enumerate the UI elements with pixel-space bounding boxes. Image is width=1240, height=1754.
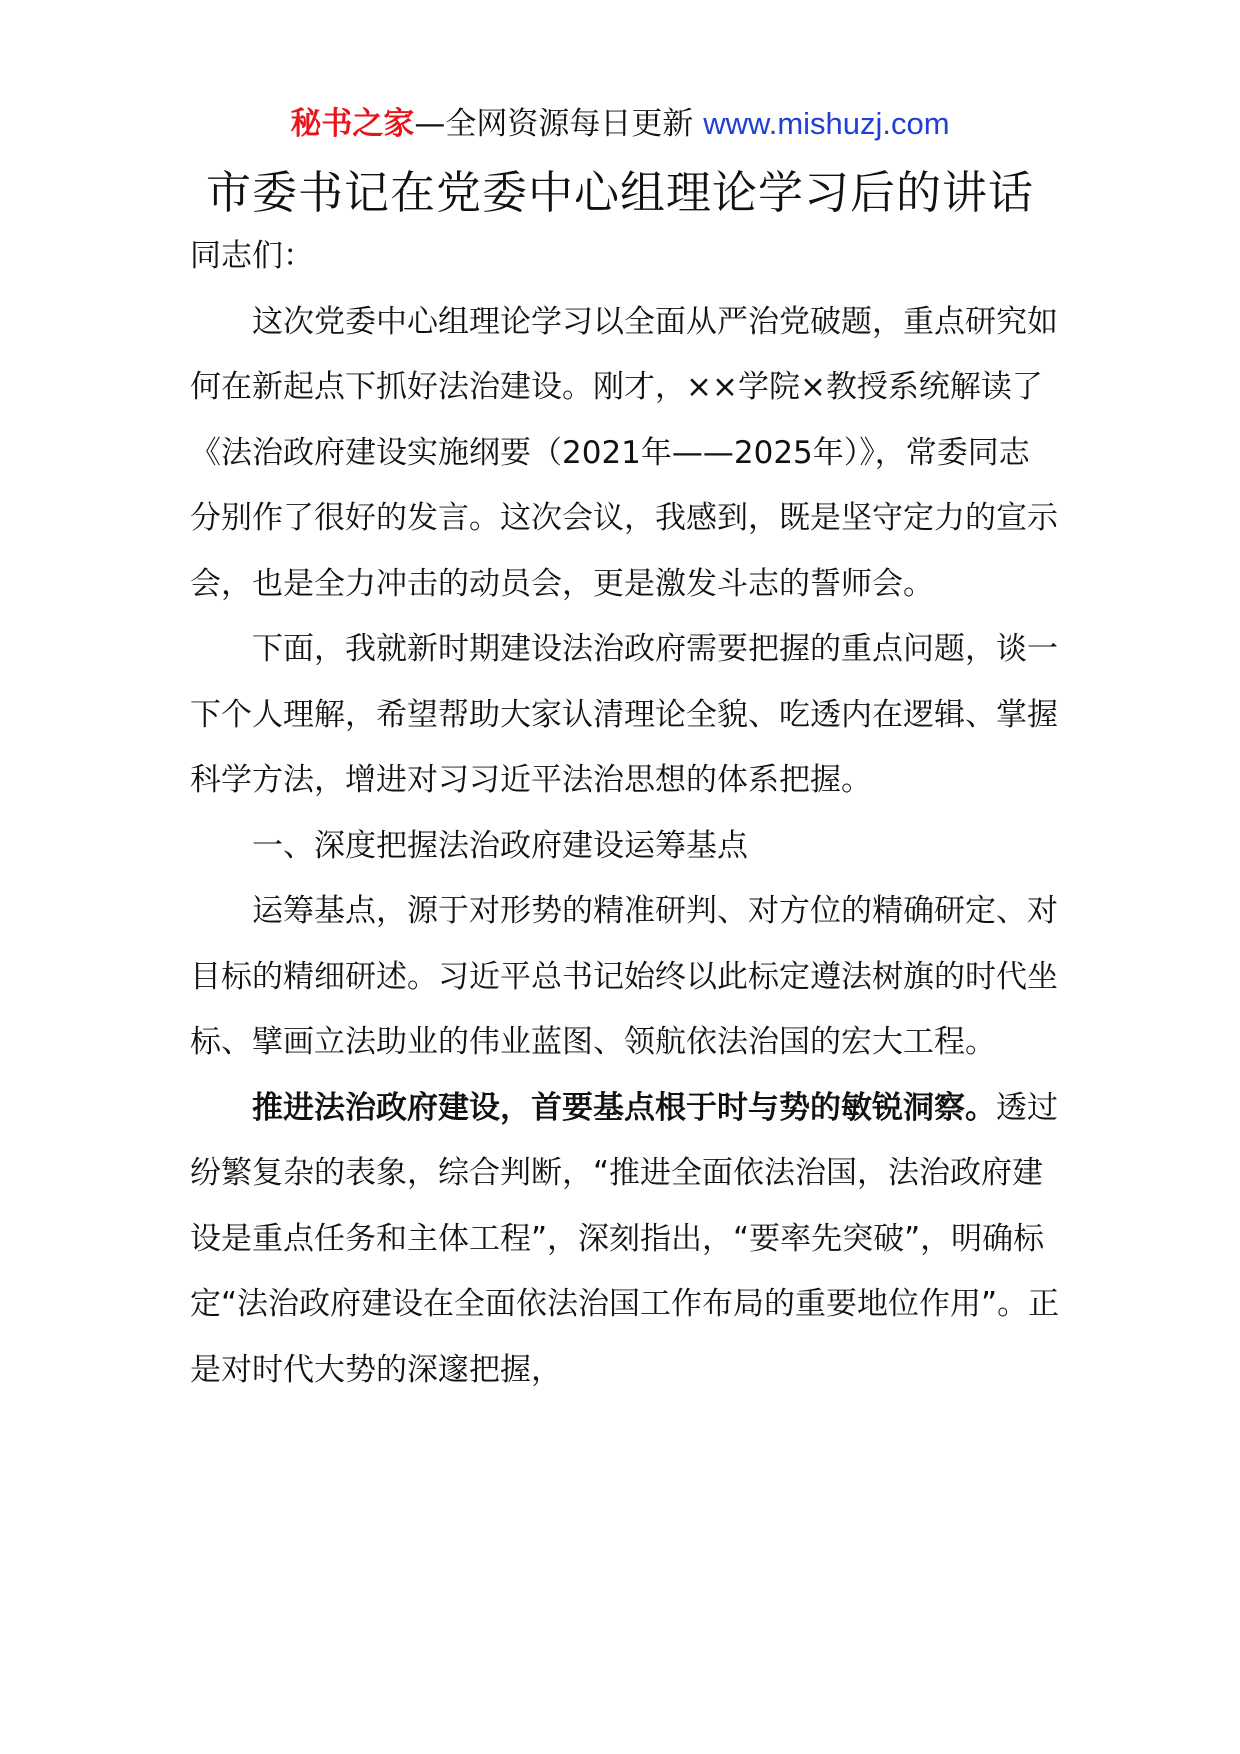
section-1-point-1 (190, 1076, 1060, 1404)
document-body (190, 224, 1060, 1403)
section-heading-1: 一、深度把握法治政府建设运筹基点 (252, 827, 748, 864)
section-1-paragraph: 运筹基点，源于对形势的精准研判、对方位的精确研定、对目标的精细研述。习近平总书记始终以此标定遵法树旗的时代坐标、擘画立法助业的伟业蓝图、领航依法治国的宏大工程。 (190, 893, 1058, 1060)
document-title: 市委书记在党委中心组理论学习后的讲话 (205, 166, 1034, 219)
point-1-lead: 推进法治政府建设，首要基点根于时与势的敏锐洞察。 (252, 1089, 996, 1126)
paragraph-intro: 这次党委中心组理论学习以全面从严治党破题，重点研究如何在新起点下抓好法治建设。刚才，××学院×教授系统解读了《法治政府建设实施纲要（2021年——2025年）》，常委同志分别作了很好的发言。这次会议，我感到，既是坚守定力的宣示会，也是全力冲击的动员会，更是激发斗志的誓师会。 (190, 303, 1058, 602)
site-url-link[interactable]: www.mishuzj.com (703, 106, 950, 141)
paragraph-overview: 下面，我就新时期建设法治政府需要把握的重点问题，谈一下个人理解，希望帮助大家认清理论全貌、吃透内在逻辑、掌握科学方法，增进对习习近平法治思想的体系把握。 (190, 631, 1058, 798)
greeting: 同志们： (190, 238, 314, 274)
point-1-text: 透过纷繁复杂的表象，综合判断，“推进全面依法治国，法治政府建设是重点任务和主体工程”，深刻指出，“要率先突破”，明确标定“法治政府建设在全面依法治国工作布局的重要地位作用”。正是对时代大势的深邃把握， (190, 1089, 1060, 1388)
header-tagline: —全网资源每日更新 (414, 106, 704, 142)
site-header (0, 100, 1240, 148)
brand-name: 秘书之家 (290, 106, 415, 142)
